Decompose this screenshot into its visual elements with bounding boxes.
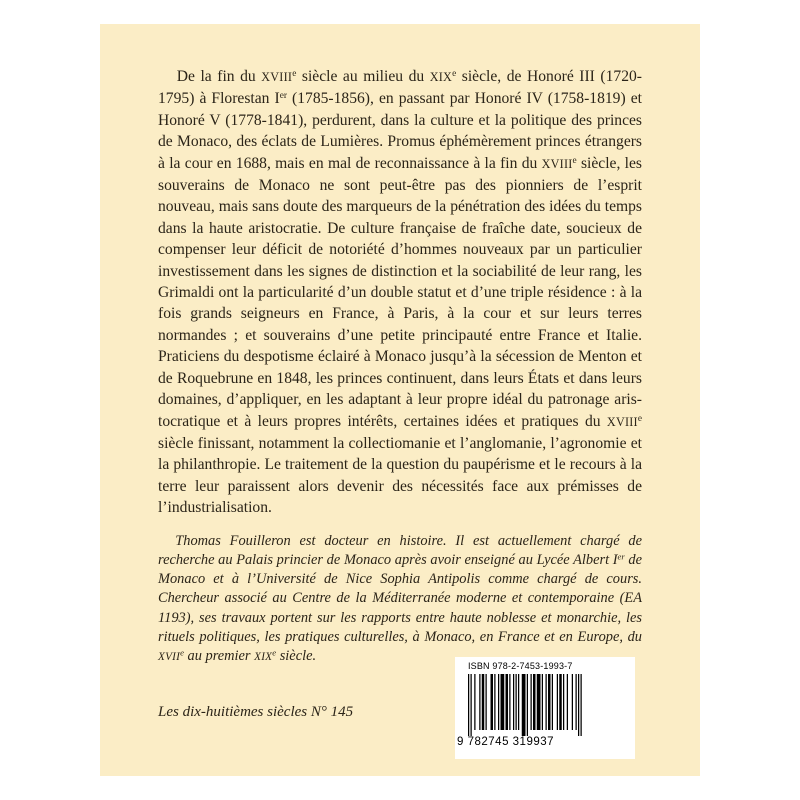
series-label: Les dix-huitièmes siècles N° 145: [158, 704, 354, 720]
barcode-bar: [522, 674, 526, 736]
century-numeral: XIX: [254, 651, 273, 664]
barcode-bar: [527, 674, 528, 736]
isbn-label: ISBN 978-2-7453-1993-7: [468, 661, 573, 671]
barcode-bar: [471, 674, 472, 736]
barcode-bar: [548, 674, 551, 730]
barcode-bar: [506, 674, 509, 730]
barcode-bar: [516, 674, 517, 730]
century-numeral: XVIII: [606, 414, 638, 429]
barcode-bar: [479, 674, 480, 730]
barcode-bar: [501, 674, 505, 730]
barcode-bar: [468, 674, 469, 736]
book-back-cover: [100, 24, 700, 776]
barcode-bar: [513, 674, 514, 730]
barcode-bar: [518, 674, 519, 730]
barcode-bar: [491, 674, 494, 730]
barcode-bar: [563, 674, 564, 730]
barcode-bar: [559, 674, 562, 730]
summary-paragraph: De la fin du XVIIIe siècle au milieu du XIXe siècle, de Honoré III (1720-1795) à Florestan Ier (1785-1856), en passant par Honoré IV (1758-1819) et Honoré V (1778-1841), perdurent, dans la culture et la politique des princes de Monaco, des éclats de Lumières. Promus éphémèrement princes étrangers à la cour en 1688, mais en mal de reconnaissance à la fin du XVIIIe siècle, les souverains de Monaco ne sont peut-être pas des pionniers de l’esprit nouveau, mais sans doute des marqueurs de la pénétration des idées du temps dans la haute aristocratie. De culture française de fraîche date, soucieux de compenser leur déficit de notoriété d’hommes nouveaux par un particulier investissement dans les signes de distinction et la sociabilité de leur rang, les Grimaldi ont la particularité d’un double statut et d’une triple résidence : à la fois grands seigneurs en France, à Paris, à la cour et sur leurs terres normandes ; et souverains d’une petite principauté entre France et Italie. Praticiens du despotisme éclairé à Monaco jusqu’à la sécession de Menton et de Roquebrune en 1848, les princes continuent, dans leurs États et dans leurs domaines, d’appliquer, en les adaptant à leur propre idéal du patronage aristocratique et à leurs propres intérêts, certaines idées et pratiques du XVIIIe siècle finissant, notamment la collectiomanie et l’anglomanie, l’agronomie et la philanthropie. Le traitement de la question du paupérisme et le recours à la terre leur paraissent alors devenir des nécessités face aux prémisses de l’industrialisation.: [158, 68, 643, 517]
century-numeral: XVIII: [541, 156, 573, 171]
cover-text-block: [158, 66, 642, 668]
barcode-bar: [494, 674, 495, 730]
barcode-bar: [498, 674, 499, 730]
barcode-bar: [537, 674, 541, 730]
century-numeral: XVII: [158, 651, 181, 664]
barcode-bar: [572, 674, 573, 730]
barcode-bar: [581, 674, 582, 736]
barcode-bar: [552, 674, 553, 730]
barcode-bar: [546, 674, 547, 730]
barcode-bar: [578, 674, 579, 736]
barcode-bar: [576, 674, 577, 730]
barcode-bar: [567, 674, 568, 730]
barcode-bar: [509, 674, 510, 730]
barcode-bar: [482, 674, 485, 730]
century-numeral: XIX: [429, 70, 453, 84]
barcode-bar: [533, 674, 536, 730]
author-bio-paragraph: Thomas Fouilleron est docteur en histoire. Il est actuellement chargé de recherche au Palais princier de Monaco après avoir enseigné au Lycée Albert Ier de Monaco et à l’Université de Nice Sophia Antipolis comme chargé de cours. Chercheur associé au Centre de la Méditerranée moderne et contemporaine (EA 1193), ses travaux portent sur les rapports entre haute noblesse et monarchie, les rituels politiques, les pratiques culturelles, à Monaco, en France et en Europe, du XVIIe au premier XIXe siècle.: [158, 532, 642, 665]
barcode-icon: [464, 674, 628, 736]
barcode-bar: [542, 674, 543, 730]
barcode-digits: 9 782745 319937: [457, 736, 555, 748]
barcode-bar: [557, 674, 558, 730]
century-numeral: XVIII: [261, 70, 293, 84]
barcode-bar: [531, 674, 532, 730]
barcode-bar: [474, 674, 475, 730]
barcode-bar: [486, 674, 487, 730]
